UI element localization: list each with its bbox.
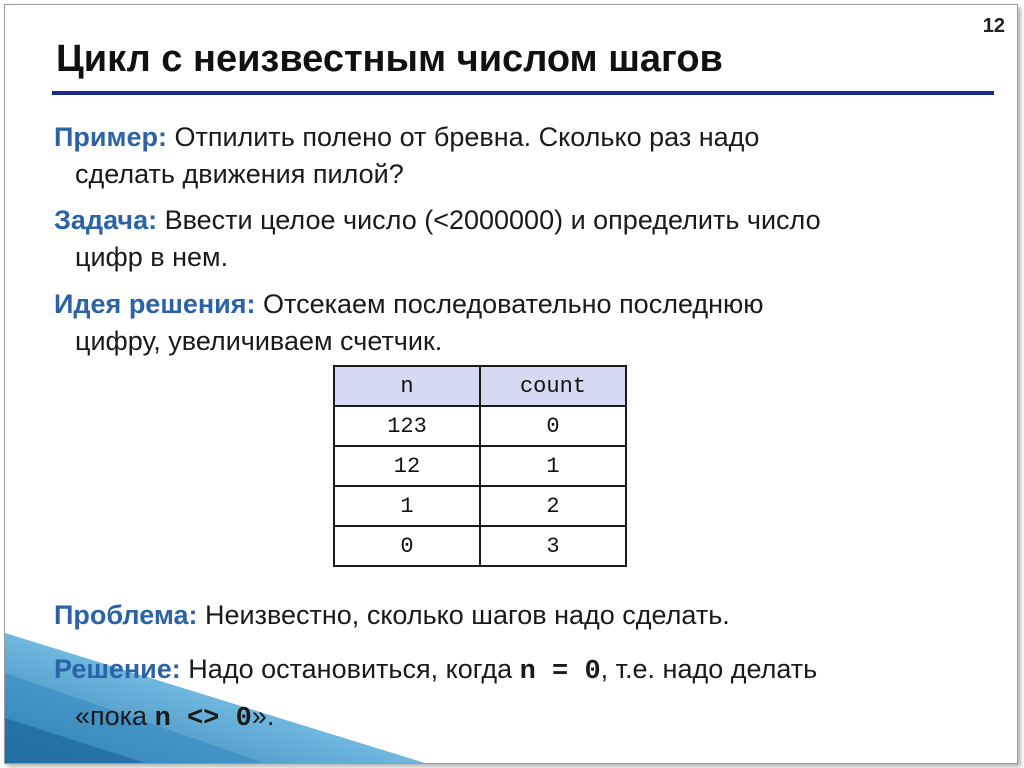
slide-title: Цикл с неизвестным числом шагов bbox=[56, 38, 723, 80]
example-line-2: сделать движения пилой? bbox=[75, 159, 404, 189]
condition-n-not-equals-zero: n <> 0 bbox=[154, 704, 252, 734]
solution-paragraph bbox=[54, 647, 817, 741]
table-row bbox=[334, 406, 626, 446]
task-line-2: цифр в нем. bbox=[75, 242, 229, 272]
trace-table bbox=[333, 365, 627, 567]
table-cell-count: 1 bbox=[480, 446, 626, 486]
solution-text-b: , т.е. надо делать bbox=[600, 654, 818, 684]
idea-line-1: Отсекаем последовательно последнюю bbox=[255, 289, 764, 319]
task-paragraph bbox=[54, 202, 821, 276]
task-label: Задача: bbox=[54, 205, 158, 235]
solution-text-c: «пока bbox=[75, 701, 155, 731]
idea-line-2: цифру, увеличиваем счетчик. bbox=[75, 326, 443, 356]
slide-number: 12 bbox=[982, 15, 1005, 37]
problem-label: Проблема: bbox=[54, 600, 198, 630]
example-label: Пример: bbox=[54, 122, 167, 152]
table-cell-n: 1 bbox=[334, 486, 480, 526]
idea-label: Идея решения: bbox=[54, 289, 256, 319]
idea-paragraph bbox=[54, 286, 764, 360]
task-line-1: Ввести целое число (<2000000) и определить число bbox=[157, 205, 821, 235]
table-row bbox=[334, 446, 626, 486]
column-header-count: count bbox=[480, 366, 626, 406]
slide-frame bbox=[4, 4, 1018, 764]
table-cell-count: 0 bbox=[480, 406, 626, 446]
example-line-1: Отпилить полено от бревна. Сколько раз надо bbox=[166, 122, 760, 152]
title-underline bbox=[52, 91, 994, 95]
example-paragraph bbox=[54, 119, 759, 193]
table-cell-n: 12 bbox=[334, 446, 480, 486]
solution-text-d: ». bbox=[251, 701, 275, 731]
solution-text-a: Надо остановиться, когда bbox=[180, 654, 520, 684]
table-cell-count: 3 bbox=[480, 526, 626, 566]
problem-paragraph bbox=[54, 597, 730, 634]
table-cell-n: 123 bbox=[334, 406, 480, 446]
problem-text: Неизвестно, сколько шагов надо сделать. bbox=[197, 600, 730, 630]
table-row bbox=[334, 486, 626, 526]
solution-label: Решение: bbox=[54, 654, 181, 684]
table-header-row bbox=[334, 366, 626, 406]
table-cell-n: 0 bbox=[334, 526, 480, 566]
table-cell-count: 2 bbox=[480, 486, 626, 526]
condition-n-equals-zero: n = 0 bbox=[519, 657, 601, 687]
column-header-n: n bbox=[334, 366, 480, 406]
table-row bbox=[334, 526, 626, 566]
